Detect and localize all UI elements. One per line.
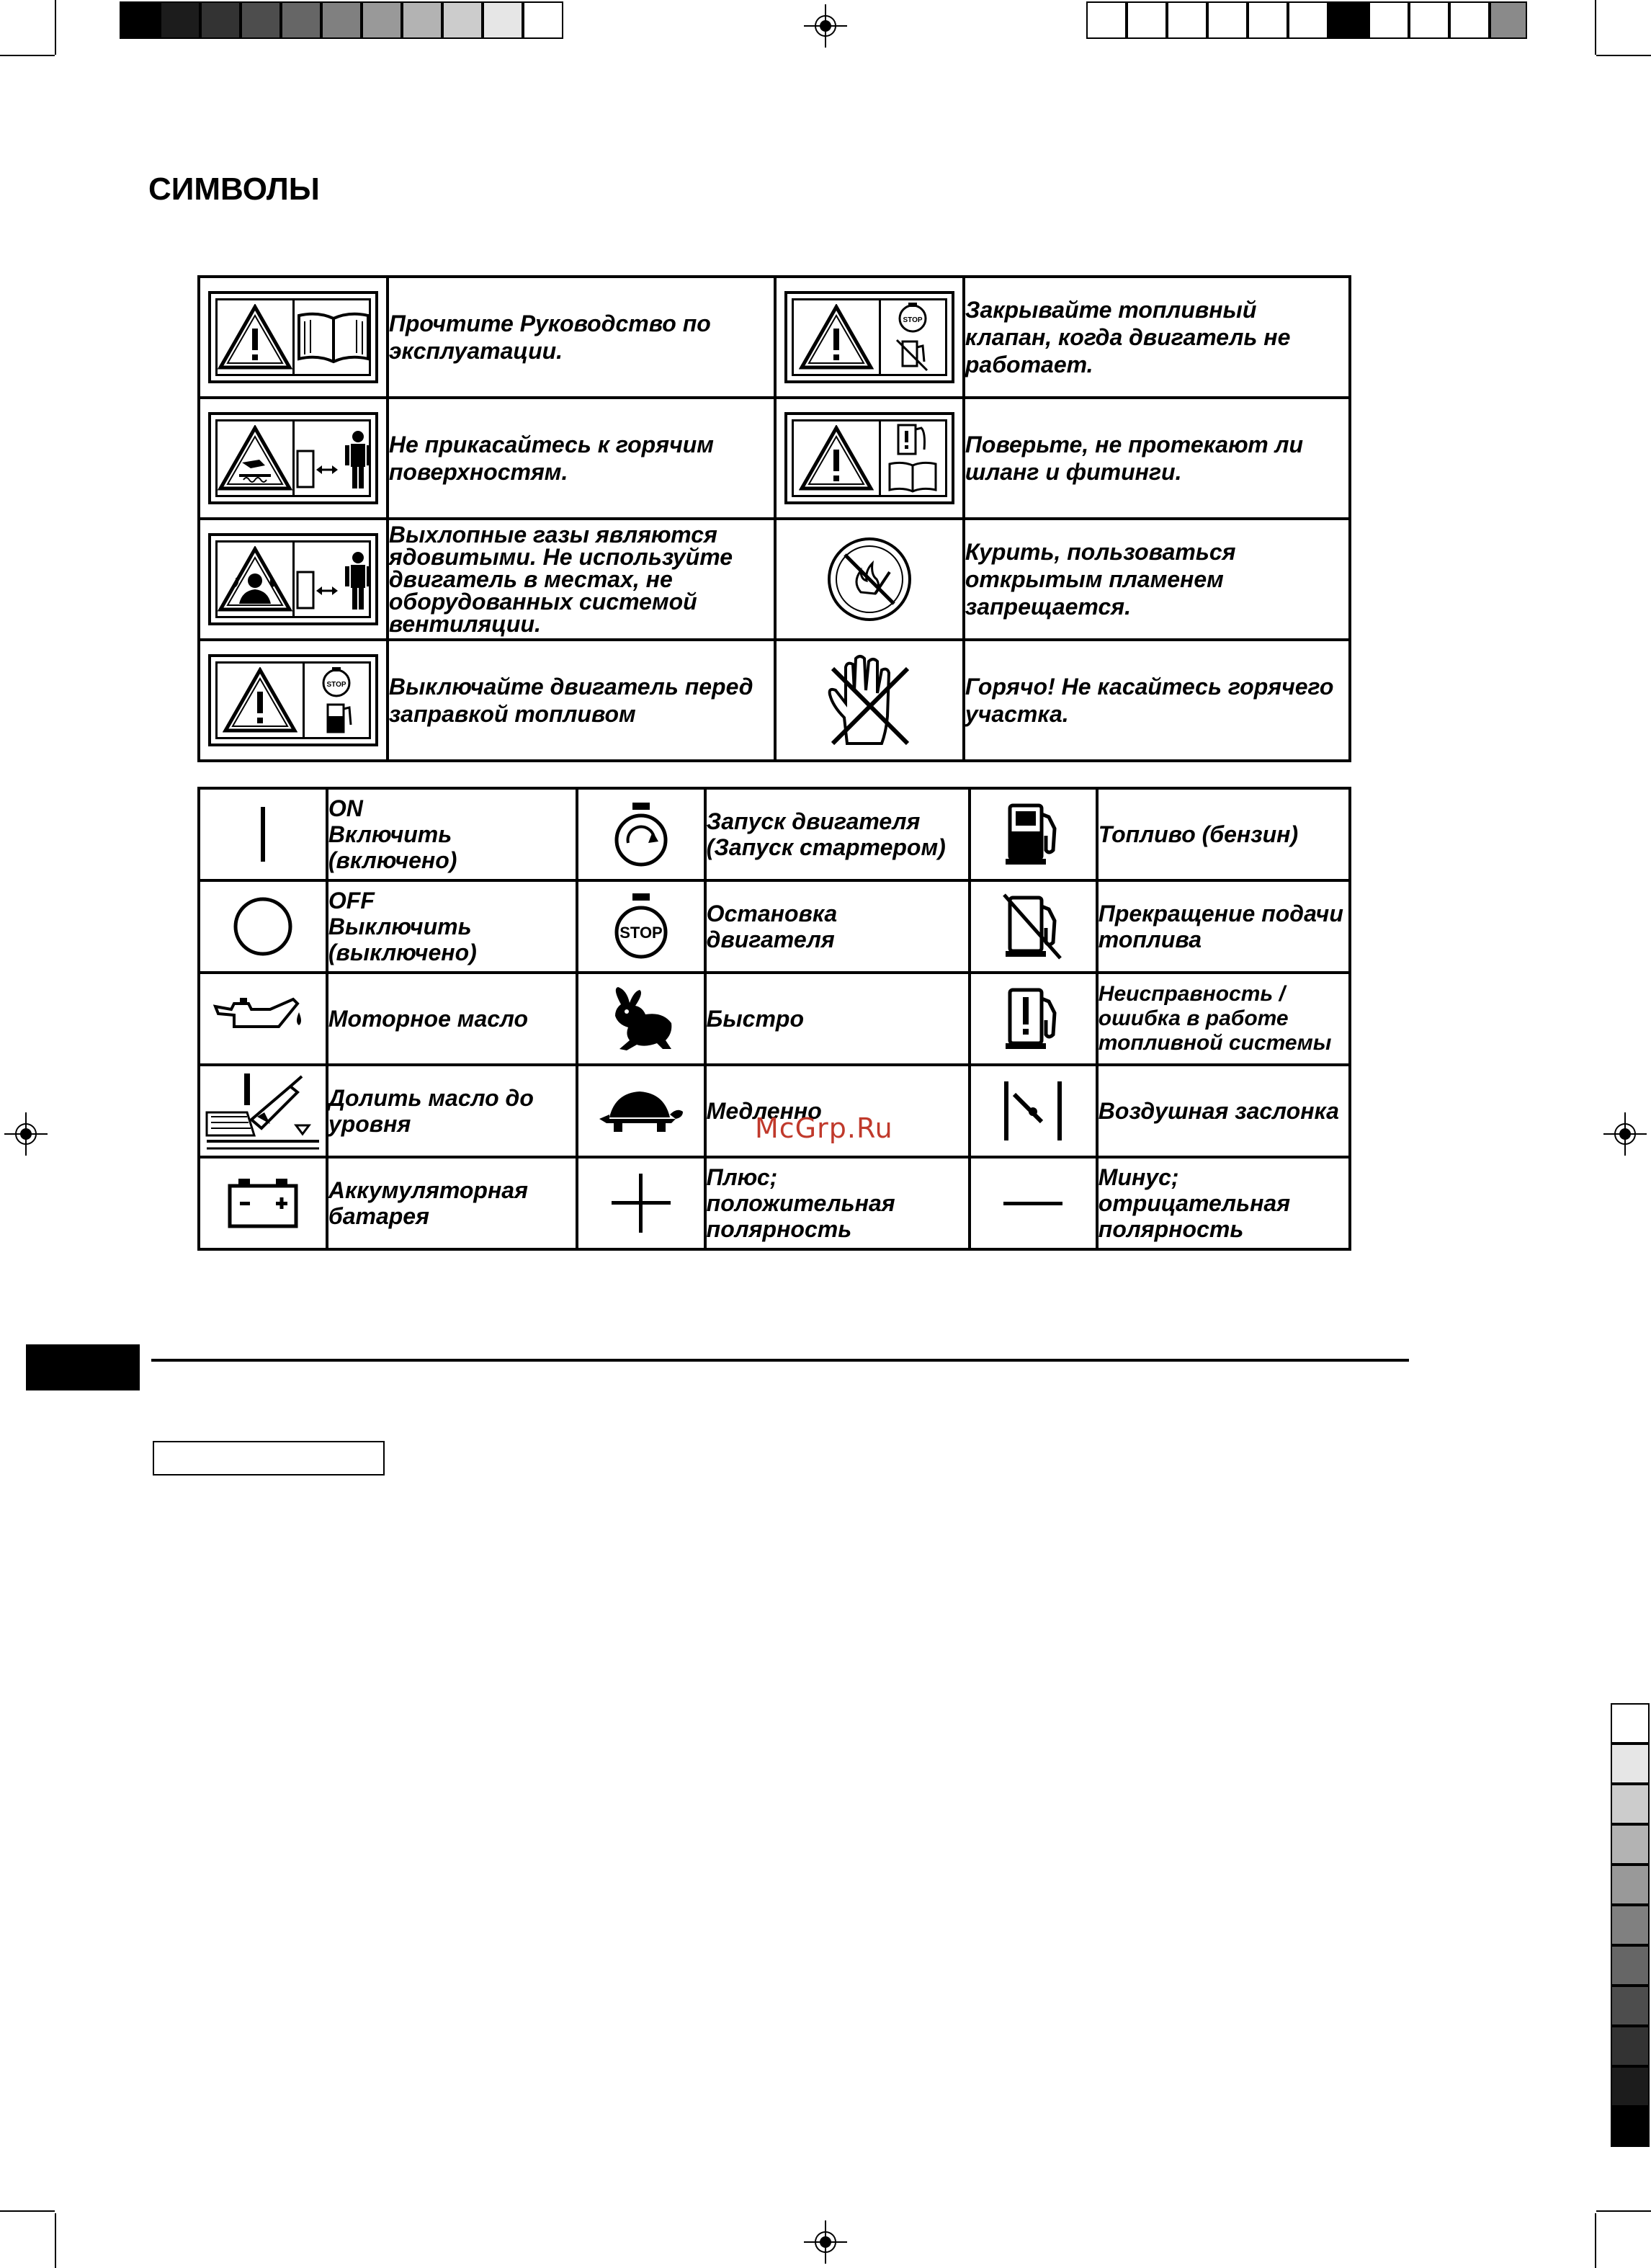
off-circle-icon <box>231 895 295 958</box>
warning-text: Закрывайте топливный клапан, когда двигатель не работает. <box>964 277 1350 398</box>
section-divider <box>151 1359 1409 1362</box>
on-line-icon <box>256 805 270 863</box>
symbol-label: OFF Выключить (выключено) <box>327 880 577 973</box>
fuel-pump-icon <box>1003 800 1063 869</box>
symbols-row <box>199 973 1350 1065</box>
warning-row <box>199 398 1350 519</box>
warning-text: Поверьте, не протекают ли шланг и фитинги. <box>964 398 1350 519</box>
symbols-row <box>199 1157 1350 1249</box>
symbol-label: Прекращение подачи топлива <box>1097 880 1350 973</box>
warning-row <box>199 277 1350 398</box>
engine-start-icon <box>611 800 671 869</box>
empty-label-box <box>153 1441 385 1475</box>
rabbit-fast-icon <box>605 983 677 1055</box>
page-title: СИМВОЛЫ <box>148 171 320 207</box>
symbol-label: Запуск двигателя (Запуск стартером) <box>705 788 970 880</box>
registration-mark-right <box>1603 1112 1647 1156</box>
warning-stop-before-refuel-icon <box>208 654 378 746</box>
no-smoking-flame-icon <box>825 535 914 624</box>
warning-read-manual-icon <box>208 291 378 383</box>
plus-icon <box>609 1171 674 1236</box>
warning-text: Курить, пользоваться открытым пламенем запрещается. <box>964 519 1350 640</box>
symbol-label: Медленно <box>705 1065 970 1157</box>
warning-hot-surface-icon <box>208 412 378 504</box>
battery-icon <box>225 1176 300 1231</box>
svg-text:STOP: STOP <box>326 681 346 689</box>
warning-text: Выхлопные газы являются ядовитыми. Не используйте двигатель в местах, не оборудованных системой вентиляции. <box>388 519 775 640</box>
warning-row <box>199 640 1350 761</box>
warning-text: Не прикасайтесь к горячим поверхностям. <box>388 398 775 519</box>
warning-symbols-table <box>197 275 1351 762</box>
registration-mark-left <box>4 1112 48 1156</box>
symbol-label: Плюс; положительная полярность <box>705 1157 970 1249</box>
hot-do-not-touch-icon <box>823 651 916 749</box>
symbol-label: Воздушная заслонка <box>1097 1065 1350 1157</box>
control-symbols-table <box>197 787 1351 1251</box>
oil-can-icon <box>212 994 313 1044</box>
registration-mark-bottom <box>804 2220 847 2264</box>
symbol-label: Минус; отрицательная полярность <box>1097 1157 1350 1249</box>
symbol-label: Моторное масло <box>327 973 577 1065</box>
symbols-row <box>199 788 1350 880</box>
symbol-label: Быстро <box>705 973 970 1065</box>
section-tab-block <box>26 1344 140 1390</box>
registration-mark-top <box>804 4 847 48</box>
svg-text:STOP: STOP <box>619 924 663 942</box>
minus-icon <box>1001 1196 1065 1210</box>
warning-text: Прочтите Руководство по эксплуатации. <box>388 277 775 398</box>
warning-text: Выключайте двигатель перед заправкой топливом <box>388 640 775 761</box>
symbol-label: ON Включить (включено) <box>327 788 577 880</box>
warning-close-fuel-valve-icon <box>784 291 954 383</box>
turtle-slow-icon <box>596 1086 686 1136</box>
fuel-cut-icon <box>1003 892 1063 961</box>
choke-icon <box>998 1079 1068 1143</box>
symbols-row <box>199 880 1350 973</box>
fuel-system-fault-icon <box>1003 984 1063 1053</box>
symbol-label: Остановка двигателя <box>705 880 970 973</box>
symbol-label: Аккумуляторная батарея <box>327 1157 577 1249</box>
warning-check-hose-icon <box>784 412 954 504</box>
symbol-label: Долить масло до уровня <box>327 1065 577 1157</box>
oil-level-fill-icon <box>204 1069 322 1153</box>
watermark: McGrp.Ru <box>755 1112 893 1144</box>
warning-row <box>199 519 1350 640</box>
symbol-label: Топливо (бензин) <box>1097 788 1350 880</box>
symbol-label: Неисправность / ошибка в работе топливной системы <box>1097 973 1350 1065</box>
warning-text: Горячо! Не касайтесь горячего участка. <box>964 640 1350 761</box>
svg-text:STOP: STOP <box>903 316 923 324</box>
engine-stop-icon <box>611 890 671 963</box>
warning-exhaust-gas-icon <box>208 533 378 625</box>
